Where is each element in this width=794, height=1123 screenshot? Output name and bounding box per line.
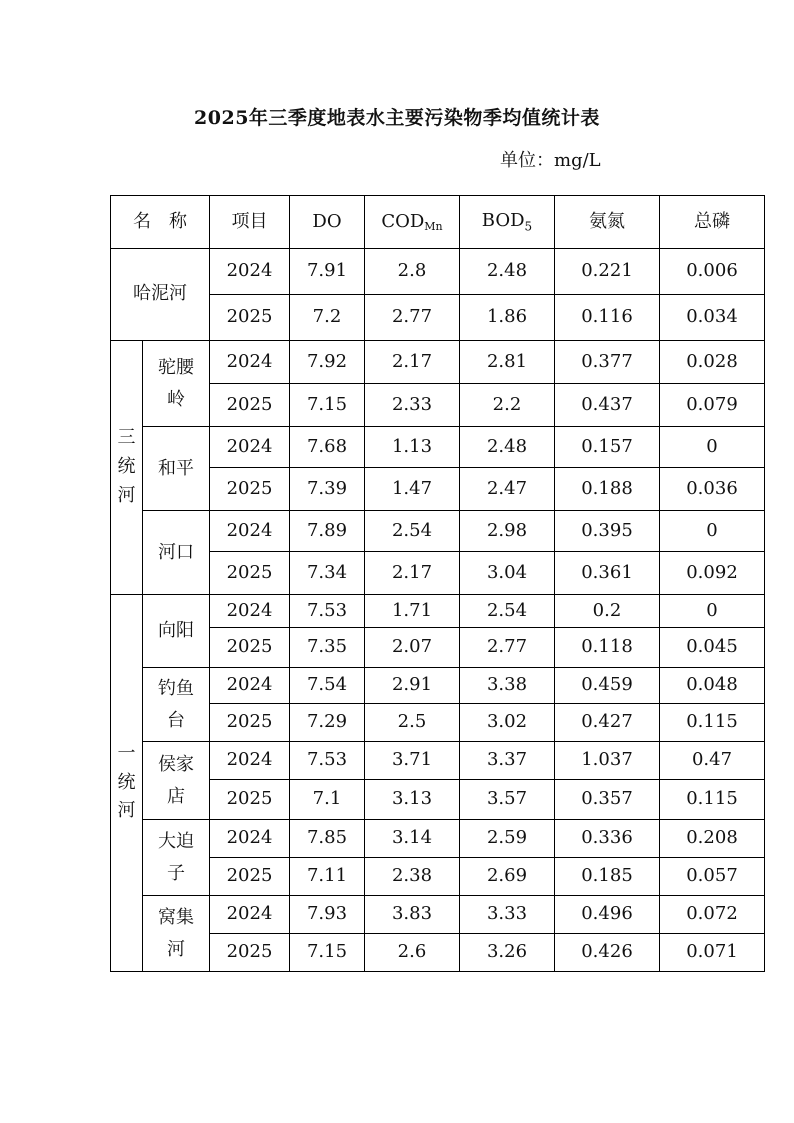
header-tp: 总磷: [660, 196, 765, 249]
cell-nh3: 0.437: [555, 384, 660, 427]
table-row: [111, 427, 765, 468]
cell-nh3: 0.496: [555, 896, 660, 934]
cell-cod: 2.77: [365, 295, 460, 341]
cell-bod: 2.77: [460, 628, 555, 668]
cell-nh3: 0.357: [555, 780, 660, 820]
cell-year: 2025: [210, 295, 290, 341]
cell-bod: 2.2: [460, 384, 555, 427]
cell-cod: 2.17: [365, 341, 460, 384]
cell-year: 2024: [210, 427, 290, 468]
cell-cod: 3.83: [365, 896, 460, 934]
header-bod-text: BOD: [481, 209, 525, 231]
cell-cod: 2.33: [365, 384, 460, 427]
cell-year: 2025: [210, 934, 290, 972]
cell-year: 2025: [210, 628, 290, 668]
cell-nh3: 1.037: [555, 742, 660, 780]
cell-year: 2024: [210, 595, 290, 628]
cell-tp: 0.034: [660, 295, 765, 341]
cell-nh3: 0.185: [555, 858, 660, 896]
header-item: 项目: [210, 196, 290, 249]
cell-cod: 2.54: [365, 511, 460, 552]
cell-bod: 2.59: [460, 820, 555, 858]
header-bod-sub: 5: [524, 219, 533, 234]
cell-bod: 2.47: [460, 468, 555, 511]
cell-bod: 3.04: [460, 552, 555, 595]
header-cod-text: COD: [381, 210, 425, 232]
cell-year: 2024: [210, 820, 290, 858]
cell-bod: 3.38: [460, 668, 555, 704]
cell-bod: 3.33: [460, 896, 555, 934]
cell-year: 2024: [210, 668, 290, 704]
cell-nh3: 0.426: [555, 934, 660, 972]
cell-tp: 0: [660, 595, 765, 628]
table-row: [111, 468, 765, 511]
cell-bod: 3.02: [460, 704, 555, 742]
table-row: [111, 780, 765, 820]
cell-tp: 0: [660, 427, 765, 468]
cell-year: 2024: [210, 896, 290, 934]
header-bod: [460, 196, 555, 249]
cell-bod: 2.54: [460, 595, 555, 628]
table-row: [111, 628, 765, 668]
cell-year: 2024: [210, 249, 290, 295]
cell-nh3: 0.427: [555, 704, 660, 742]
cell-bod: 3.37: [460, 742, 555, 780]
cell-year: 2024: [210, 511, 290, 552]
site-cell: 向阳: [143, 595, 210, 668]
cell-year: 2025: [210, 704, 290, 742]
cell-do: 7.53: [290, 742, 365, 780]
cell-do: 7.15: [290, 934, 365, 972]
cell-do: 7.54: [290, 668, 365, 704]
group-yihe: 一统河: [111, 595, 143, 972]
table-row: [111, 552, 765, 595]
cell-do: 7.53: [290, 595, 365, 628]
unit-label: 单位：mg/L: [500, 150, 601, 171]
cell-year: 2024: [210, 341, 290, 384]
cell-bod: 1.86: [460, 295, 555, 341]
cell-do: 7.85: [290, 820, 365, 858]
cell-do: 7.39: [290, 468, 365, 511]
table-row: [111, 249, 765, 295]
cell-bod: 3.26: [460, 934, 555, 972]
cell-cod: 2.6: [365, 934, 460, 972]
cell-do: 7.89: [290, 511, 365, 552]
cell-tp: 0.006: [660, 249, 765, 295]
site-cell: 大迫子: [143, 820, 210, 896]
cell-tp: 0.072: [660, 896, 765, 934]
cell-do: 7.29: [290, 704, 365, 742]
cell-nh3: 0.361: [555, 552, 660, 595]
cell-do: 7.15: [290, 384, 365, 427]
site-cell: 窝集河: [143, 896, 210, 972]
cell-tp: 0.092: [660, 552, 765, 595]
cell-tp: 0.057: [660, 858, 765, 896]
site-cell: 哈泥河: [111, 249, 210, 341]
table-row: [111, 384, 765, 427]
site-cell: 钓鱼台: [143, 668, 210, 742]
site-cell: 河口: [143, 511, 210, 595]
cell-nh3: 0.157: [555, 427, 660, 468]
cell-tp: 0.208: [660, 820, 765, 858]
cell-tp: 0.036: [660, 468, 765, 511]
cell-nh3: 0.221: [555, 249, 660, 295]
cell-nh3: 0.336: [555, 820, 660, 858]
table-row: [111, 295, 765, 341]
cell-cod: 3.14: [365, 820, 460, 858]
table-row: [111, 742, 765, 780]
cell-tp: 0.115: [660, 780, 765, 820]
cell-year: 2025: [210, 384, 290, 427]
cell-tp: 0.028: [660, 341, 765, 384]
cell-bod: 2.48: [460, 249, 555, 295]
cell-cod: 2.91: [365, 668, 460, 704]
cell-year: 2025: [210, 858, 290, 896]
cell-nh3: 0.116: [555, 295, 660, 341]
cell-bod: 3.57: [460, 780, 555, 820]
site-cell: 和平: [143, 427, 210, 511]
cell-do: 7.11: [290, 858, 365, 896]
cell-nh3: 0.2: [555, 595, 660, 628]
table-row: [111, 341, 765, 384]
cell-nh3: 0.188: [555, 468, 660, 511]
cell-tp: 0.47: [660, 742, 765, 780]
header-nh3: 氨氮: [555, 196, 660, 249]
cell-nh3: 0.459: [555, 668, 660, 704]
cell-bod: 2.69: [460, 858, 555, 896]
cell-year: 2025: [210, 552, 290, 595]
cell-do: 7.1: [290, 780, 365, 820]
cell-nh3: 0.377: [555, 341, 660, 384]
cell-cod: 3.71: [365, 742, 460, 780]
site-cell: 侯家店: [143, 742, 210, 820]
cell-nh3: 0.395: [555, 511, 660, 552]
cell-year: 2025: [210, 468, 290, 511]
cell-do: 7.91: [290, 249, 365, 295]
cell-tp: 0.048: [660, 668, 765, 704]
cell-bod: 2.98: [460, 511, 555, 552]
cell-cod: 2.38: [365, 858, 460, 896]
cell-cod: 2.5: [365, 704, 460, 742]
cell-nh3: 0.118: [555, 628, 660, 668]
cell-do: 7.92: [290, 341, 365, 384]
cell-do: 7.34: [290, 552, 365, 595]
cell-tp: 0.071: [660, 934, 765, 972]
cell-do: 7.68: [290, 427, 365, 468]
cell-bod: 2.48: [460, 427, 555, 468]
cell-cod: 1.71: [365, 595, 460, 628]
cell-cod: 2.8: [365, 249, 460, 295]
site-cell: 驼腰岭: [143, 341, 210, 427]
cell-do: 7.35: [290, 628, 365, 668]
table-row: [111, 704, 765, 742]
group-sanhe: 三统河: [111, 341, 143, 595]
cell-cod: 1.13: [365, 427, 460, 468]
table-row: [111, 934, 765, 972]
cell-do: 7.93: [290, 896, 365, 934]
pollutant-table: [110, 195, 765, 972]
cell-cod: 1.47: [365, 468, 460, 511]
header-do: DO: [290, 196, 365, 249]
table-row: [111, 511, 765, 552]
page-title: 2025年三季度地表水主要污染物季均值统计表: [194, 107, 600, 129]
cell-tp: 0: [660, 511, 765, 552]
table-row: [111, 668, 765, 704]
cell-tp: 0.115: [660, 704, 765, 742]
table-row: [111, 896, 765, 934]
cell-tp: 0.045: [660, 628, 765, 668]
header-cod-sub: Mn: [424, 219, 443, 233]
cell-bod: 2.81: [460, 341, 555, 384]
cell-year: 2024: [210, 742, 290, 780]
cell-cod: 2.07: [365, 628, 460, 668]
header-cod: [365, 196, 460, 249]
cell-cod: 2.17: [365, 552, 460, 595]
table-row: [111, 820, 765, 858]
cell-do: 7.2: [290, 295, 365, 341]
header-row: [111, 196, 765, 249]
table-row: [111, 858, 765, 896]
header-name: 名 称: [111, 196, 210, 249]
cell-cod: 3.13: [365, 780, 460, 820]
cell-year: 2025: [210, 780, 290, 820]
table-row: [111, 595, 765, 628]
cell-tp: 0.079: [660, 384, 765, 427]
